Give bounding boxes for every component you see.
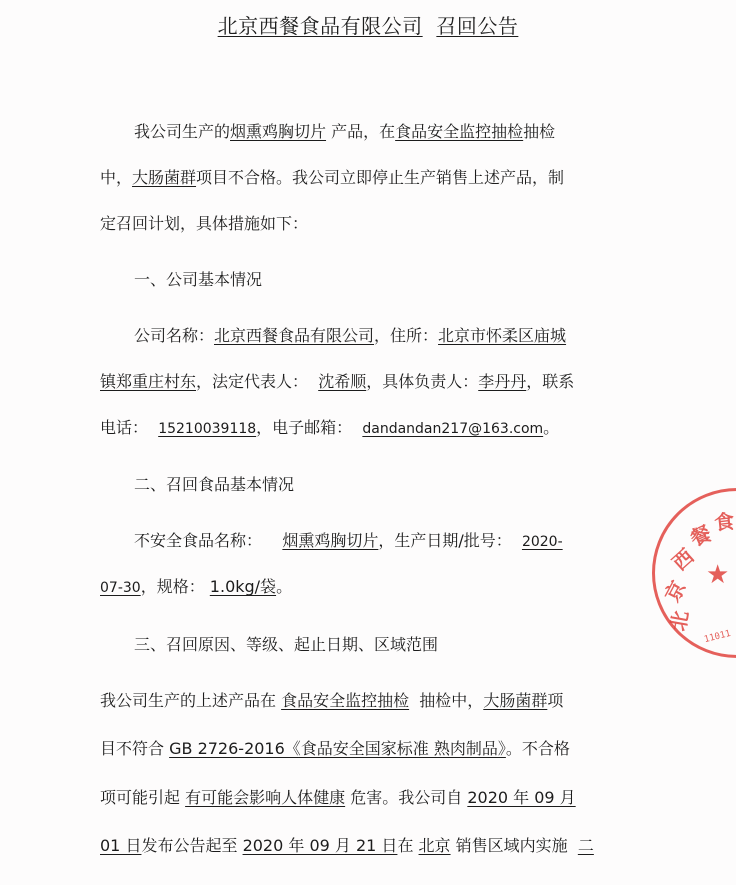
possible-harm: 有可能会影响人体健康 <box>185 788 346 807</box>
text-span: 我公司生产的上述产品在 <box>100 691 277 710</box>
section-1-line-2 <box>100 371 574 393</box>
failed-item: 大肠菌群 <box>132 168 197 187</box>
section-3-line-3 <box>100 787 576 809</box>
text-span: ，具体负责人： <box>366 372 479 391</box>
intro-line-2 <box>100 167 564 189</box>
recall-start-date-part-2: 01 日 <box>100 836 142 855</box>
company-name: 北京西餐食品有限公司 <box>214 326 375 345</box>
section-2-line-2 <box>100 576 292 599</box>
address-part-1: 北京市怀柔区庙城 <box>438 326 567 345</box>
section-3-line-4 <box>100 835 594 857</box>
email-address: dandandan217@163.com <box>362 421 544 437</box>
standard-reference: GB 2726-2016《食品安全国家标准 熟肉制品》 <box>169 739 506 758</box>
recall-level: 二 <box>577 836 594 855</box>
intro-line-3: 定召回计划，具体措施如下： <box>100 214 309 233</box>
seal-char-5: 食 <box>712 509 736 535</box>
text-span: 在 <box>397 836 414 855</box>
seal-code: 11011 <box>703 628 732 646</box>
intro-line-1 <box>134 121 555 143</box>
text-span: 项目不合格。我公司立即停止生产销售上述产品，制 <box>196 168 565 187</box>
text-span: ，法定代表人： <box>196 372 309 391</box>
title-company: 北京西餐食品有限公司 <box>217 14 423 38</box>
production-date-part-2: 07-30 <box>100 580 141 596</box>
section-1-line-3 <box>100 417 559 440</box>
recall-start-date-part-1: 2020 年 09 月 <box>467 788 576 807</box>
text-span: ，电子邮箱： <box>256 418 353 437</box>
section-3-line-2 <box>100 738 570 760</box>
text-span: 。 <box>543 418 560 437</box>
text-span: 公司名称： <box>134 326 215 345</box>
seal-char-1: 北 <box>665 608 694 633</box>
phone-number: 15210039118 <box>158 421 257 437</box>
text-span: 产品，在 <box>331 122 396 141</box>
text-span: 目不符合 <box>100 739 165 758</box>
section-1-line-1 <box>134 325 566 347</box>
text-span: 中， <box>100 168 133 187</box>
recall-end-date: 2020 年 09 月 21 日 <box>242 836 398 855</box>
text-span: 抽检 <box>523 122 556 141</box>
seal-char-2: 京 <box>660 576 691 606</box>
text-span: 项 <box>547 691 564 710</box>
legal-representative: 沈希顺 <box>318 372 367 391</box>
unsafe-food-name: 烟熏鸡胸切片 <box>282 531 379 550</box>
text-span: ，规格： <box>140 577 205 596</box>
section-3-line-1 <box>100 690 563 712</box>
text-span: ，联系 <box>526 372 575 391</box>
text-span: 销售区域内实施 <box>455 836 568 855</box>
seal-char-3: 西 <box>667 544 699 576</box>
person-in-charge: 李丹丹 <box>478 372 527 391</box>
section-2-heading: 二、召回食品基本情况 <box>134 475 295 494</box>
seal-star-icon: ★ <box>706 560 730 590</box>
text-span: 。不合格 <box>505 739 570 758</box>
product-name: 烟熏鸡胸切片 <box>230 122 327 141</box>
text-span: 。 <box>276 577 293 596</box>
text-span: ，生产日期/批号： <box>378 531 512 550</box>
sales-region: 北京 <box>418 836 451 855</box>
product-spec: 1.0kg/袋 <box>209 577 277 596</box>
page-title <box>0 10 736 39</box>
text-span: 电话： <box>100 418 149 437</box>
check-type: 食品安全监控抽检 <box>395 122 524 141</box>
production-date-part-1: 2020- <box>521 534 563 550</box>
address-part-2: 镇郑重庄村东 <box>100 372 197 391</box>
text-span: 项可能引起 <box>100 788 181 807</box>
section-3-heading: 三、召回原因、等级、起止日期、区域范围 <box>134 635 439 654</box>
seal-char-4: 餐 <box>686 520 715 551</box>
text-span: 抽检中， <box>419 691 484 710</box>
text-span: ，住所： <box>374 326 439 345</box>
section-2-line-1 <box>134 530 563 553</box>
text-span: 我公司生产的 <box>134 122 231 141</box>
check-type-2: 食品安全监控抽检 <box>281 691 410 710</box>
text-span: 危害。我公司自 <box>350 788 463 807</box>
title-suffix: 召回公告 <box>436 14 519 38</box>
failed-item-2: 大肠菌群 <box>483 691 548 710</box>
section-1-heading: 一、公司基本情况 <box>134 270 263 289</box>
text-span: 不安全食品名称： <box>134 531 263 550</box>
text-span: 发布公告起至 <box>141 836 238 855</box>
